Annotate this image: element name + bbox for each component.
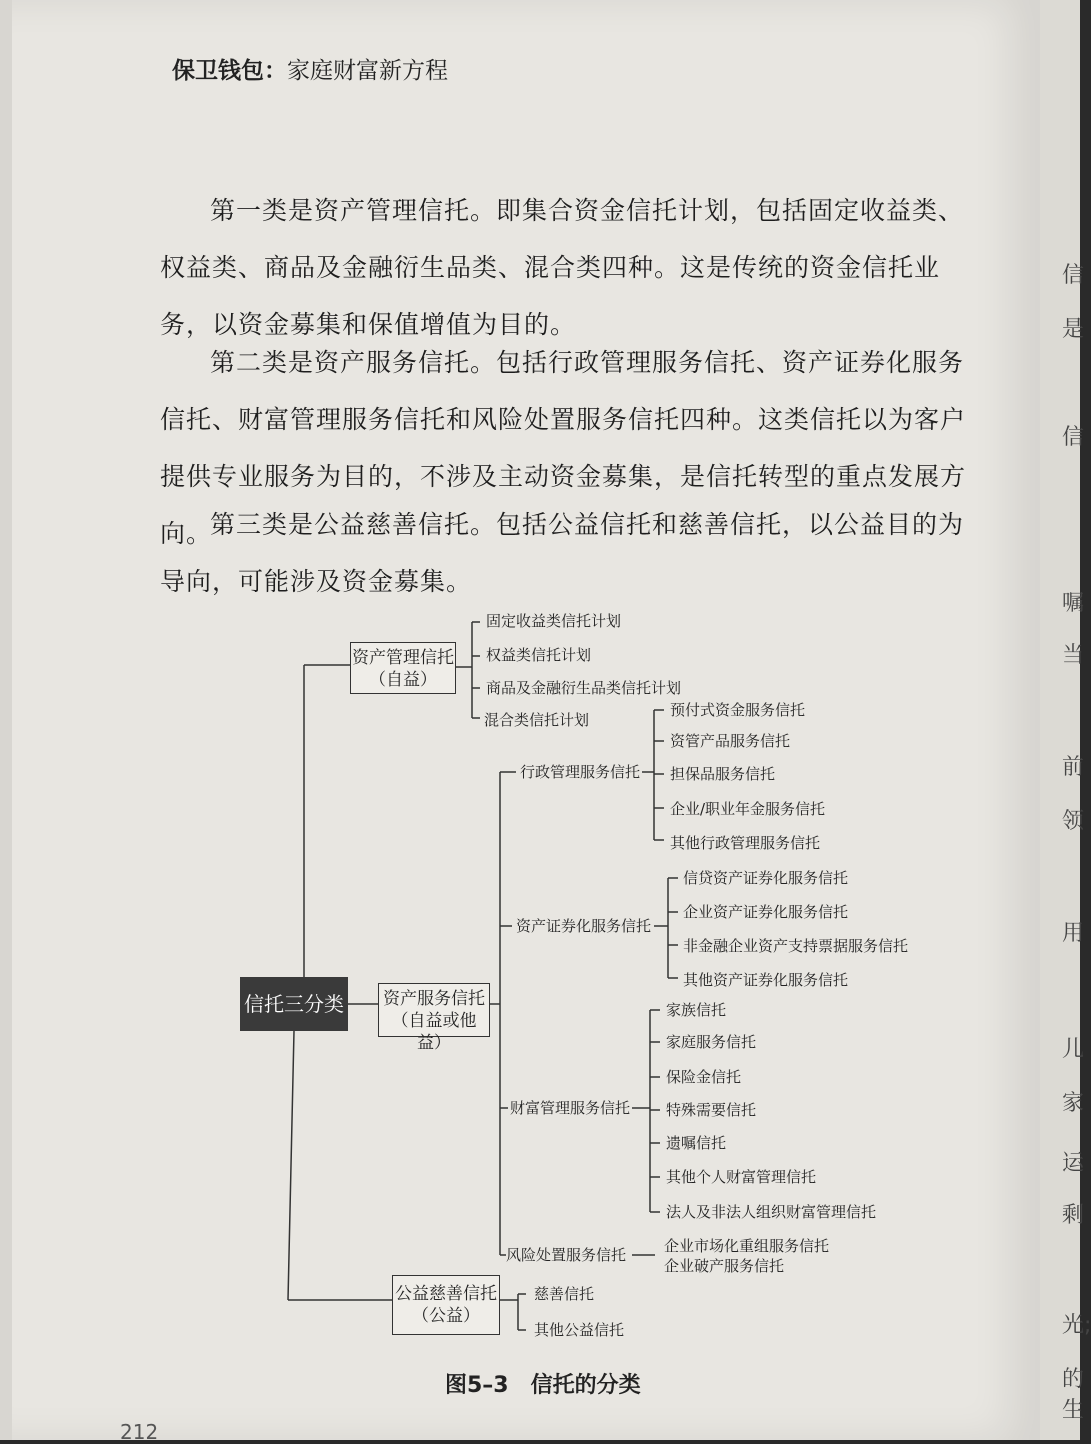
facing-char-3: 信 <box>1062 425 1085 450</box>
facing-char-6: 前 <box>1062 755 1085 780</box>
paragraph-2-text: 第二类是资产服务信托。包括行政管理服务信托、资产证券化服务信托、财富管理服务信托和风险处置服务信托四种。这类信托以为客户提供专业服务为目的，不涉及主动资金募集，是信托转型的重点发展方向。 <box>160 348 967 548</box>
header-bold: 保卫钱包： <box>172 58 287 84</box>
facing-char-9: 儿 <box>1062 1037 1085 1062</box>
connector-cat1-bracket <box>456 622 480 718</box>
category-asset-management <box>350 642 456 694</box>
wealth-item-1: 家族信托 <box>666 1001 727 1019</box>
paragraph-3-text: 第三类是公益慈善信托。包括公益信托和慈善信托，以公益目的为导向，可能涉及资金募集。 <box>160 510 965 596</box>
wealth-item-6: 其他个人财富管理信托 <box>666 1168 817 1186</box>
sub-risk-service: 风险处置服务信托 <box>506 1246 627 1264</box>
category-asset-service-note: （自益或他益） <box>391 1011 477 1053</box>
facing-page-edge <box>1040 0 1091 1440</box>
cat1-item-4: 混合类信托计划 <box>484 711 590 729</box>
facing-char-14: 的生 <box>1062 1367 1085 1423</box>
category-asset-service-title: 资产服务信托 <box>383 989 485 1009</box>
sub-admin-service: 行政管理服务信托 <box>520 763 641 781</box>
facing-char-4: 嘱 <box>1062 591 1085 616</box>
sec-item-3: 非金融企业资产支持票据服务信托 <box>683 937 909 955</box>
sec-item-2: 企业资产证券化服务信托 <box>683 903 849 921</box>
paragraph-1-text: 第一类是资产管理信托。即集合资金信托计划，包括固定收益类、权益类、商品及金融衍生品类、混合类四种。这是传统的资金信托业务，以资金募集和保值增值为目的。 <box>160 196 965 339</box>
cat1-item-1: 固定收益类信托计划 <box>486 612 622 630</box>
sub-wealth-service: 财富管理服务信托 <box>510 1099 631 1117</box>
wealth-item-7: 法人及非法人组织财富管理信托 <box>666 1203 877 1221</box>
facing-char-5: 当 <box>1062 643 1085 668</box>
category-public-charity-note: （公益） <box>412 1306 480 1326</box>
wealth-item-4: 特殊需要信托 <box>666 1101 757 1119</box>
diagram-root: 信托三分类 <box>240 977 348 1031</box>
connector-cat2-bracket <box>490 772 516 1255</box>
figure-caption: 图5–3 信托的分类 <box>445 1373 641 1398</box>
facing-char-10: 家 <box>1062 1091 1085 1116</box>
facing-char-13: 光; <box>1062 1313 1091 1338</box>
wealth-item-3: 保险金信托 <box>666 1068 742 1086</box>
sec-item-1: 信贷资产证券化服务信托 <box>683 869 849 887</box>
risk-item-1: 企业市场化重组服务信托 <box>664 1237 830 1255</box>
facing-char-7: 领 <box>1062 809 1085 834</box>
admin-item-3: 担保品服务信托 <box>670 765 776 783</box>
facing-char-11: 运 <box>1062 1151 1085 1176</box>
admin-item-2: 资管产品服务信托 <box>670 732 791 750</box>
sub-securitization-service: 资产证券化服务信托 <box>516 917 652 935</box>
admin-item-4: 企业/职业年金服务信托 <box>670 800 826 818</box>
facing-char-12: 剩 <box>1062 1203 1085 1228</box>
connector-admin-bracket <box>642 710 664 840</box>
admin-item-1: 预付式资金服务信托 <box>670 701 806 719</box>
facing-char-2: 是 <box>1062 317 1085 342</box>
page-number: 212 <box>120 1420 159 1444</box>
cat1-item-3: 商品及金融衍生品类信托计划 <box>486 679 682 697</box>
sec-item-4: 其他资产证券化服务信托 <box>683 971 849 989</box>
category-asset-service <box>378 983 490 1053</box>
header-rest: 家庭财富新方程 <box>287 58 448 84</box>
category-asset-management-title: 资产管理信托 <box>352 648 454 668</box>
connector-cat3-bracket <box>500 1294 526 1330</box>
risk-item-2: 企业破产服务信托 <box>664 1257 785 1275</box>
cat3-item-2: 其他公益信托 <box>534 1321 625 1339</box>
category-public-charity <box>392 1275 500 1335</box>
facing-char-1: 信 <box>1062 263 1085 288</box>
wealth-item-5: 遗嘱信托 <box>666 1134 727 1152</box>
category-asset-management-note: （自益） <box>369 670 437 690</box>
facing-char-8: 用 <box>1062 921 1085 946</box>
category-public-charity-title: 公益慈善信托 <box>395 1284 497 1304</box>
connector-sec-bracket <box>654 878 678 978</box>
admin-item-5: 其他行政管理服务信托 <box>670 834 821 852</box>
cat3-item-1: 慈善信托 <box>534 1285 595 1303</box>
connector-wealth-bracket <box>632 1010 660 1212</box>
cat1-item-2: 权益类信托计划 <box>486 646 592 664</box>
wealth-item-2: 家庭服务信托 <box>666 1033 757 1051</box>
